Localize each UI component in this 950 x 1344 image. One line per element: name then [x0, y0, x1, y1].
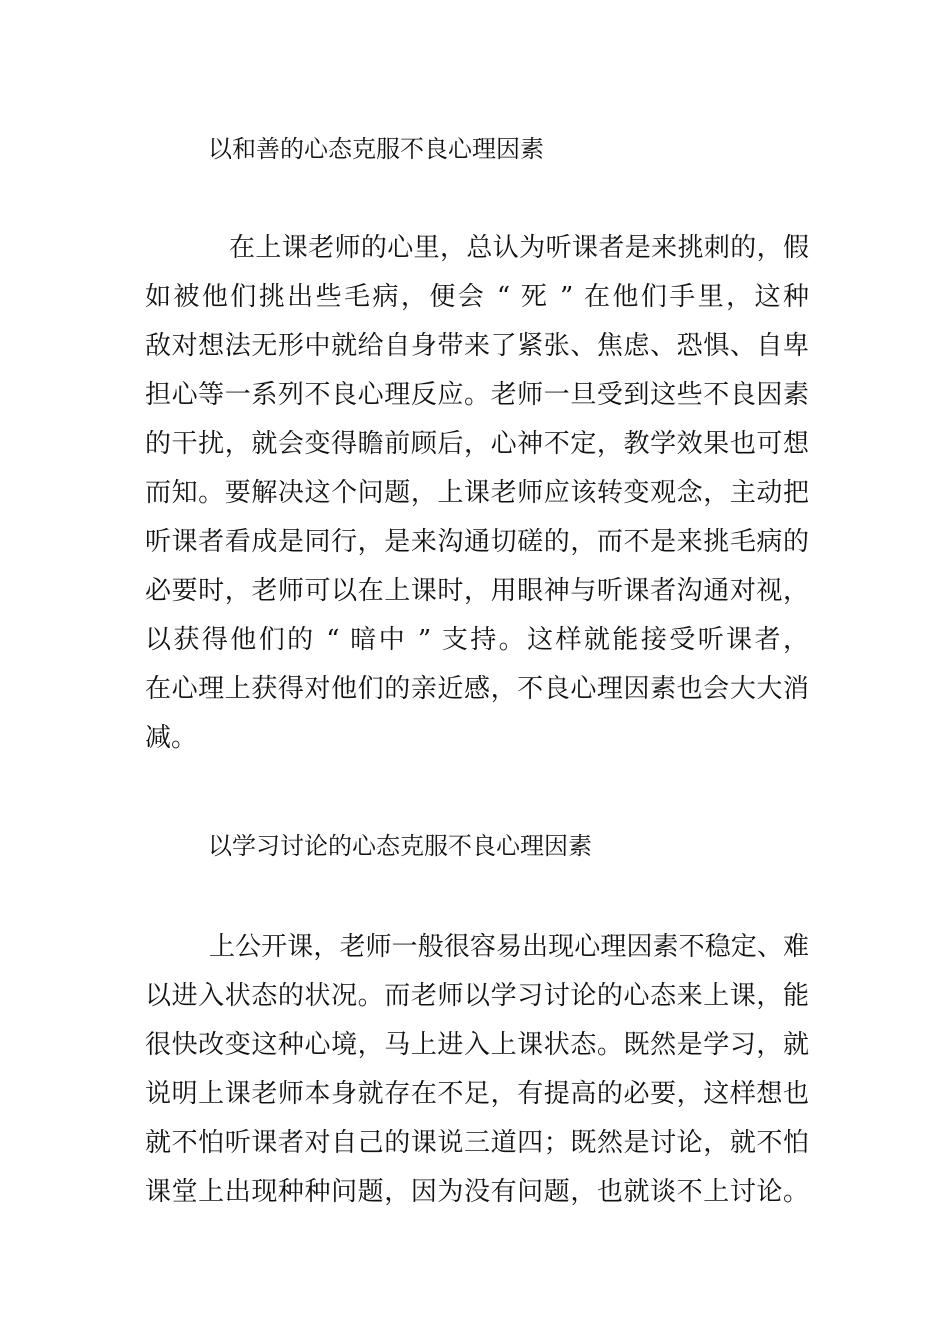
section-paragraph-1 [145, 224, 809, 763]
paragraph-line: 以进入状态的状况。而老师以学习讨论的心态来上课，能 [145, 981, 809, 1011]
paragraph-line: 担心等一系列不良心理反应。老师一旦受到这些不良因素 [145, 380, 809, 410]
paragraph-line: 减。 [145, 723, 198, 753]
paragraph-line: 的干扰，就会变得瞻前顾后，心神不定，教学效果也可想 [145, 429, 809, 459]
section-heading-2: 以学习讨论的心态克服不良心理因素 [208, 832, 592, 860]
paragraph-line: 而知。要解决这个问题，上课老师应该转变观念，主动把 [145, 478, 809, 508]
paragraph-line: 就不怕听课者对自己的课说三道四；既然是讨论，就不怕 [145, 1128, 809, 1158]
paragraph-line: 听课者看成是同行，是来沟通切磋的，而不是来挑毛病的 [145, 527, 809, 557]
paragraph-line: 必要时，老师可以在上课时，用眼神与听课者沟通对视， [145, 576, 809, 606]
paragraph-line: 很快改变这种心境，马上进入上课状态。既然是学习，就 [145, 1030, 809, 1060]
section-heading-1: 以和善的心态克服不良心理因素 [208, 135, 544, 163]
paragraph-line: 如被他们挑出些毛病，便会 “ 死 ” 在他们手里，这种 [145, 282, 809, 312]
paragraph-line: 敌对想法无形中就给自身带来了紧张、焦虑、恐惧、自卑 [145, 331, 809, 361]
paragraph-line: 以获得他们的 “ 暗中 ” 支持。这样就能接受听课者， [145, 625, 809, 655]
paragraph-line: 说明上课老师本身就存在不足，有提高的必要，这样想也 [145, 1079, 809, 1109]
paragraph-line: 在上课老师的心里，总认为听课者是来挑刺的，假 [229, 233, 809, 263]
section-paragraph-2 [145, 923, 809, 1217]
paragraph-line: 课堂上出现种种问题，因为没有问题，也就谈不上讨论。 [145, 1177, 809, 1207]
paragraph-line: 在心理上获得对他们的亲近感，不良心理因素也会大大消 [145, 674, 809, 704]
paragraph-line: 上公开课，老师一般很容易出现心理因素不稳定、难 [209, 932, 809, 962]
